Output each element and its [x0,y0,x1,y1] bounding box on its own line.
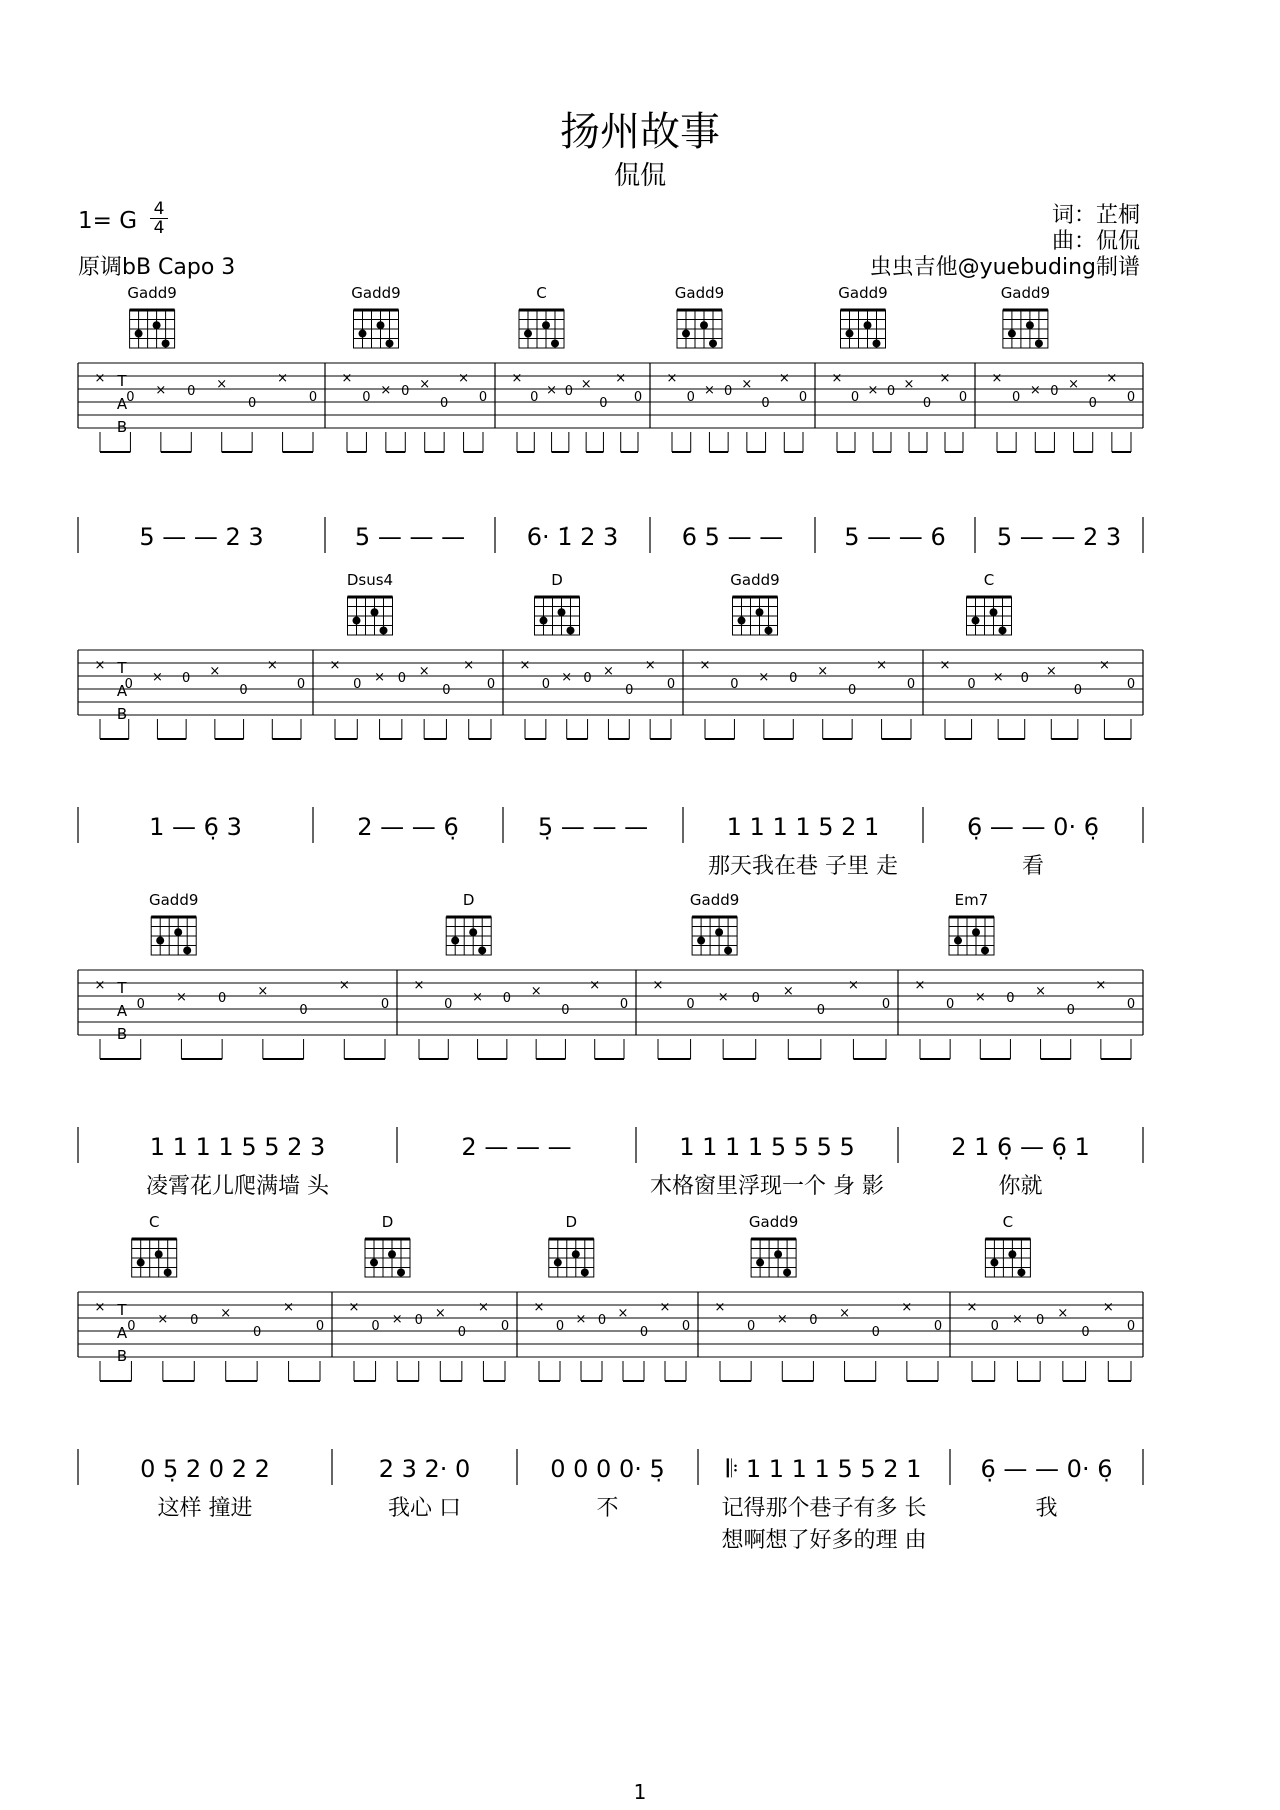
tab-note: × [644,658,656,673]
jianpu-measure: 5 — — 2 3 [139,523,264,551]
tab-note: 0 [401,384,410,399]
tab-note: × [580,377,592,392]
score-system [78,571,1143,879]
tab-note: × [348,1300,360,1315]
jianpu-measure: 6̣ — — 0· 6̣ [967,813,1099,841]
lyric-line: 木格窗里浮现一个 身 影 [650,1174,884,1199]
tab-note: × [94,658,106,673]
tab-note: 0 [881,997,891,1012]
tab-clef-letter: A [116,395,128,413]
tab-note: × [617,1306,629,1321]
lyric-line: 不 [596,1496,619,1521]
composer-credit: 曲：侃侃 [1051,229,1140,254]
tab-note: 0 [218,991,227,1006]
tab-note: 0 [444,997,453,1012]
chord-name: Gadd9 [127,284,177,302]
chord-finger-dot [682,330,690,338]
tab-note: 0 [789,671,798,686]
tab-note: × [589,978,601,993]
chord-finger-dot [380,626,388,634]
chord-finger-dot [153,321,161,329]
chord-name: D [551,571,563,589]
time-signature-top: 4 [150,200,168,219]
chord-finger-dot [954,937,962,945]
jianpu-measure: 0 5̣ 2 0 2 2 [140,1455,270,1483]
tab-note: × [1045,664,1057,679]
chord-finger-dot [397,1268,405,1276]
song-title: 扬州故事 [560,109,720,155]
jianpu-measure: 𝄆 1 1 1 1 5 5 2 1 [726,1455,922,1483]
tab-note: 0 [1081,1325,1090,1340]
tab-note: × [839,1306,851,1321]
tab-note: 0 [478,390,488,405]
chord-finger-dot [990,1259,998,1267]
tab-note: × [758,670,770,685]
chord-finger-dot [715,928,723,936]
tab-note: 0 [541,677,550,692]
tab-note: 0 [239,683,248,698]
tab-note: × [903,377,915,392]
tab-clef-letter: A [116,682,128,700]
chord-name: D [462,891,475,909]
chord-finger-dot [972,617,980,625]
chord-finger-dot [164,1268,172,1276]
chord-finger-dot [738,617,746,625]
tab-note: × [714,1300,726,1315]
tab-note: 0 [686,390,695,405]
jianpu-measure: 1 1 1 1 5 2 1 [726,813,880,841]
chord-finger-dot [567,626,575,634]
tab-note: 0 [1073,683,1082,698]
tab-note: 0 [761,396,770,411]
tab-note: × [530,984,542,999]
chord-finger-dot [388,1250,396,1258]
lyric-line: 看 [1021,854,1045,879]
chord-finger-dot [353,617,361,625]
tab-note: 0 [681,1319,691,1334]
chord-finger-dot [156,937,164,945]
chord-finger-dot [542,321,550,329]
chord-finger-dot [756,608,764,616]
chord-finger-dot [1017,1268,1025,1276]
chord-finger-dot [386,339,394,347]
chord-finger-dot [846,330,854,338]
tab-note: × [419,377,431,392]
tab-note: × [1068,377,1080,392]
chord-finger-dot [558,608,566,616]
tab-note: × [901,1300,913,1315]
chord-name: C [536,284,547,302]
chord-finger-dot [999,626,1007,634]
tab-note: × [380,383,392,398]
tab-note: × [703,383,715,398]
chord-finger-dot [972,928,980,936]
jianpu-measure: 5 — — 6 [844,523,946,551]
tab-note: × [277,371,289,386]
tab-note: × [561,670,573,685]
chord-name: C [983,571,995,589]
chord-finger-dot [524,330,532,338]
tab-note: × [776,1312,788,1327]
tab-note: 0 [933,1319,943,1334]
chord-finger-dot [370,1259,378,1267]
chord-finger-dot [724,946,732,954]
tab-note: 0 [190,1313,199,1328]
tab-note: × [511,371,523,386]
chord-finger-dot [697,937,705,945]
tab-note: × [1035,984,1047,999]
lyric-line: 记得那个巷子有多 长 [721,1496,927,1521]
chord-name: Gadd9 [838,284,888,302]
chord-finger-dot [572,1250,580,1258]
tab-clef-letter: T [117,1301,127,1319]
tab-note: 0 [850,390,860,405]
tab-note: × [1106,371,1118,386]
tab-note: × [575,1312,587,1327]
tab-note: × [458,371,470,386]
tab-note: × [151,670,163,685]
tab-note: × [602,664,614,679]
jianpu-measure: 1 1 1 1 5 5 2 3 [149,1133,326,1161]
tab-note: × [1011,1312,1023,1327]
tab-note: 0 [564,384,573,399]
tab-clef-letter: B [116,1347,128,1365]
chord-finger-dot [155,1250,163,1258]
time-signature-bottom: 4 [153,218,165,238]
chord-finger-dot [864,321,872,329]
chord-finger-dot [554,1259,562,1267]
key-signature: 1= G [78,208,138,234]
tab-note: × [782,984,794,999]
tab-note: 0 [886,384,896,399]
tab-note: 0 [1088,396,1097,411]
jianpu-measure: 2 — — — [461,1133,572,1161]
jianpu-measure: 2 3 2· 0 [378,1455,471,1483]
chord-name: Gadd9 [748,1213,799,1231]
tab-clef-letter: B [116,418,128,436]
jianpu-measure: 5 — — 2 3 [996,523,1122,551]
tab-note: 0 [625,683,634,698]
lyric-line: 这样 撞进 [157,1496,253,1521]
tab-note: 0 [922,396,932,411]
tab-note: × [94,1300,106,1315]
tab-note: × [266,658,278,673]
chord-finger-dot [981,946,989,954]
tab-note: 0 [296,677,306,692]
tab-note: × [157,1312,169,1327]
tab-note: 0 [457,1325,466,1340]
tab-note: 0 [946,997,955,1012]
chord-finger-dot [709,339,717,347]
chord-name: Gadd9 [148,891,199,909]
tab-note: 0 [990,1319,999,1334]
tab-note: 0 [308,390,318,405]
tab-note: × [914,978,926,993]
chord-finger-dot [783,1268,791,1276]
tab-clef-letter: A [116,1324,128,1342]
tab-note: 0 [440,396,449,411]
tab-note: × [867,383,879,398]
lyric-line: 我心 口 [388,1496,461,1521]
original-key-capo: 原调bB Capo 3 [78,255,236,280]
tab-note: 0 [486,677,496,692]
chord-name: Gadd9 [674,284,725,302]
tab-note: × [974,990,986,1005]
tab-note: × [94,978,106,993]
tab-note: × [717,990,729,1005]
tab-note: 0 [299,1003,308,1018]
tab-note: × [939,371,951,386]
tab-note: × [329,658,341,673]
tab-note: × [94,371,106,386]
tab-note: 0 [619,997,629,1012]
chord-name: Em7 [954,891,989,909]
tab-note: 0 [1126,997,1136,1012]
tab-note: 0 [561,1003,570,1018]
score-system [78,891,1143,1199]
tab-note: 0 [182,671,191,686]
chord-finger-dot [756,1259,764,1267]
tab-note: × [652,978,664,993]
tab-note: × [1098,658,1110,673]
tab-note: 0 [633,390,643,405]
tab-note: × [175,990,187,1005]
chord-finger-dot [371,608,379,616]
tab-note: 0 [1020,671,1029,686]
tab-note: 0 [126,390,135,405]
jianpu-measure: 6 5 — — [681,523,784,551]
lyric-line: 凌霄花儿爬满墙 头 [146,1174,329,1199]
tab-note: × [778,371,790,386]
tab-note: 0 [1126,677,1136,692]
chord-finger-dot [990,608,998,616]
jianpu-measure: 1 1 1 1 5 5 5 5 [679,1133,855,1161]
tab-note: 0 [248,396,257,411]
tab-note: 0 [583,671,592,686]
tab-note: × [413,978,425,993]
tab-note: 0 [1006,991,1015,1006]
score-system [78,1213,1143,1553]
tab-note: × [155,383,167,398]
chord-finger-dot [469,928,477,936]
chord-finger-dot [1008,330,1016,338]
tab-note: × [533,1300,545,1315]
tab-note: × [615,371,627,386]
tab-note: 0 [124,677,133,692]
chord-finger-dot [774,1250,782,1258]
tab-note: 0 [597,1313,607,1328]
lyric-line-2: 想啊想了好多的理 由 [721,1528,927,1553]
tab-note: 0 [639,1325,649,1340]
chord-finger-dot [162,339,170,347]
tab-note: 0 [315,1319,325,1334]
chord-name: C [148,1213,160,1231]
tab-note: 0 [500,1319,510,1334]
tab-note: 0 [724,384,733,399]
tab-note: × [666,371,678,386]
tab-note: × [519,658,531,673]
tab-note: 0 [958,390,968,405]
tab-note: × [374,670,386,685]
tab-note: × [472,990,484,1005]
tab-note: 0 [442,683,451,698]
tab-note: × [939,658,951,673]
chord-finger-dot [1035,339,1043,347]
jianpu-measure: 6̣ — — 0· 6̣ [980,1455,1113,1483]
tab-note: × [966,1300,978,1315]
chord-name: C [1002,1213,1014,1231]
tab-note: × [391,1312,403,1327]
chord-finger-dot [183,946,191,954]
tab-note: 0 [380,997,390,1012]
chord-finger-dot [478,946,486,954]
tab-note: 0 [362,390,371,405]
score-system [78,284,1143,553]
tab-note: × [1057,1306,1069,1321]
lyric-line: 那天我在巷 子里 走 [708,854,898,879]
tab-note: 0 [798,390,808,405]
tab-note: 0 [1036,1313,1045,1328]
tab-note: 0 [502,991,511,1006]
lyricist-credit: 词：芷桐 [1051,203,1140,228]
tab-note: × [546,383,558,398]
tab-note: 0 [751,991,760,1006]
tab-clef-letter: B [116,705,128,723]
tab-note: 0 [848,683,857,698]
tab-note: 0 [599,396,608,411]
tab-note: 0 [555,1319,565,1334]
tab-note: × [741,377,753,392]
chord-finger-dot [359,330,367,338]
tab-note: 0 [686,997,695,1012]
tab-note: × [434,1306,446,1321]
jianpu-measure: 5̣ — — — [537,813,649,841]
tab-note: 0 [816,1003,825,1018]
tab-note: 0 [353,677,362,692]
tab-note: 0 [809,1313,818,1328]
chord-finger-dot [1026,321,1034,329]
tab-note: × [463,658,475,673]
tab-note: × [216,377,228,392]
tab-note: 0 [967,677,976,692]
tab-note: 0 [730,677,739,692]
chord-finger-dot [377,321,385,329]
tab-note: 0 [127,1319,136,1334]
tab-note: 0 [1050,384,1059,399]
tab-clef-letter: T [117,979,127,997]
chord-name: D [381,1213,394,1231]
jianpu-measure: 2 1 6̣ — 6̣ 1 [951,1133,1090,1161]
tab-note: × [209,664,221,679]
tab-note: × [418,664,430,679]
chord-name: Gadd9 [730,571,780,589]
tab-note: × [220,1306,232,1321]
chord-finger-dot [174,928,182,936]
tab-note: × [699,658,711,673]
chord-finger-dot [765,626,773,634]
jianpu-measure: 1 — 6̣ 3 [149,813,242,841]
tab-clef-letter: A [116,1002,128,1020]
tab-note: × [257,984,269,999]
tab-note: × [992,670,1004,685]
tab-note: 0 [666,677,676,692]
tab-note: 0 [397,671,406,686]
tab-clef-letter: B [116,1025,128,1043]
chord-name: D [565,1213,578,1231]
tab-note: 0 [414,1313,423,1328]
tab-clef-letter: T [117,659,127,677]
lyric-line: 你就 [998,1174,1043,1199]
tab-note: × [1102,1300,1114,1315]
tab-clef-letter: T [117,372,127,390]
jianpu-measure: 2 — — 6̣ [357,813,459,841]
page-number: 1 [633,1780,647,1804]
arranger-credit: 虫虫吉他@yuebuding制谱 [869,255,1140,280]
tab-note: 0 [136,997,145,1012]
tab-note: 0 [1066,1003,1075,1018]
chord-finger-dot [540,617,548,625]
chord-finger-dot [551,339,559,347]
lyric-line: 我 [1035,1496,1058,1521]
tab-note: 0 [253,1325,262,1340]
tab-note: 0 [906,677,916,692]
chord-name: Gadd9 [689,891,740,909]
tab-note: 0 [1126,1319,1136,1334]
tab-note: × [847,978,859,993]
jianpu-measure: 0 0 0 0· 5̣ [550,1455,665,1483]
tab-note: × [659,1300,671,1315]
tab-note: × [1095,978,1107,993]
jianpu-measure: 5 — — — [354,523,466,551]
tab-note: × [477,1300,489,1315]
chord-finger-dot [1008,1250,1016,1258]
tab-note: × [991,371,1003,386]
chord-finger-dot [581,1268,589,1276]
artist-name: 侃侃 [613,161,666,191]
chord-finger-dot [700,321,708,329]
tab-note: × [283,1300,295,1315]
chord-finger-dot [135,330,143,338]
tab-note: × [817,664,829,679]
chord-finger-dot [451,937,459,945]
tab-note: 0 [1012,390,1021,405]
chord-name: Dsus4 [346,571,394,589]
tab-note: 0 [871,1325,880,1340]
tab-note: 0 [1126,390,1136,405]
tab-note: × [876,658,888,673]
tab-note: 0 [187,384,196,399]
jianpu-measure: 6· 1̇ 2 3 [526,523,619,551]
chord-finger-dot [873,339,881,347]
tab-note: 0 [371,1319,380,1334]
tab-note: × [341,371,353,386]
tab-note: × [1029,383,1041,398]
tab-note: × [338,978,350,993]
tab-note: 0 [530,390,539,405]
tab-note: × [831,371,843,386]
chord-name: Gadd9 [1000,284,1051,302]
chord-finger-dot [137,1259,145,1267]
chord-name: Gadd9 [351,284,401,302]
tab-note: 0 [747,1319,756,1334]
